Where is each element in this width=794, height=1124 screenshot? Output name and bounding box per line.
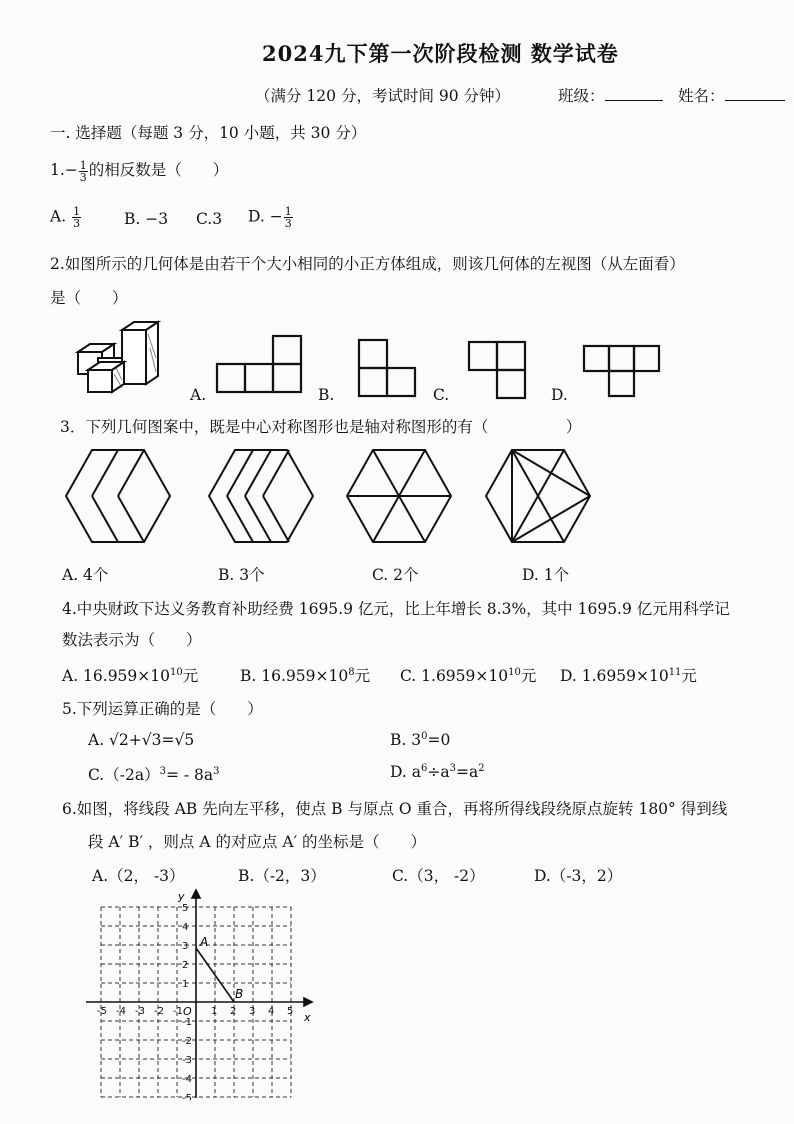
x-axis-arrow-icon bbox=[304, 998, 312, 1006]
q1-option-a[interactable]: A. $\frac{1}{3}$ bbox=[50, 205, 81, 230]
question-5: 5.下列运算正确的是（ ） bbox=[62, 700, 263, 718]
name-field[interactable] bbox=[678, 84, 785, 106]
question-6-line1: 6.如图，将线段 AB 先向左平移，使点 B 与原点 O 重合，再将所得线段绕原点旋转 180° 得到线 bbox=[62, 800, 728, 818]
x-tick-label: -3 bbox=[135, 1006, 145, 1017]
q6-option-d[interactable]: D.（-3，2） bbox=[534, 867, 623, 885]
q6-option-a[interactable]: A.（2， -3） bbox=[92, 867, 185, 885]
q3-pattern-a[interactable] bbox=[62, 446, 174, 546]
name-blank[interactable] bbox=[725, 100, 785, 101]
q4-option-b[interactable]: B. $16.959\times 10^8$元 bbox=[240, 666, 371, 685]
y-tick-label: 1 bbox=[182, 979, 189, 990]
section-heading: 一. 选择题（每题 3 分，10 小题，共 30 分） bbox=[50, 124, 367, 142]
q5-option-d[interactable]: D. $a^6\div a^3=a^2$ bbox=[390, 763, 485, 782]
x-tick-label: 5 bbox=[287, 1006, 294, 1017]
name-label: 姓名： bbox=[678, 87, 725, 105]
q5-option-c[interactable]: $C.(-2a)^3= - 8a^3$ bbox=[88, 765, 220, 784]
q2-solid-figure bbox=[70, 318, 170, 398]
q5-option-b[interactable]: B. $3^0=0$ bbox=[390, 731, 451, 750]
q3-pattern-b[interactable] bbox=[205, 446, 317, 546]
x-tick-label: 2 bbox=[230, 1006, 237, 1017]
question-4-line1: 4.中央财政下达义务教育补助经费 1695.9 亿元，比上年增长 8.3%，其中 1695.9 亿元用科学记 bbox=[62, 600, 730, 618]
q1-option-c[interactable]: C.3 bbox=[196, 210, 223, 228]
q4-option-d[interactable]: D. $1.6959\times 10^{11}$元 bbox=[560, 666, 697, 685]
x-tick-label: -4 bbox=[116, 1006, 126, 1017]
y-tick-label: -4 bbox=[182, 1074, 192, 1085]
question-4-line2: 数法表示为（ ） bbox=[62, 631, 202, 649]
q1-fraction: $\frac{1}{3}$ bbox=[79, 158, 87, 184]
q3-option-a[interactable]: A. 4个 bbox=[62, 566, 109, 584]
y-tick-label: -5 bbox=[182, 1093, 192, 1100]
x-axis-label: x bbox=[304, 1011, 311, 1024]
question-2-line1: 2.如图所示的几何体是由若干个大小相同的小正方体组成，则该几何体的左视图（从左面看） bbox=[50, 255, 685, 273]
page-title: 2024九下第一次阶段检测 数学试卷 bbox=[262, 41, 619, 66]
q2-option-a-view[interactable] bbox=[215, 334, 305, 394]
origin-label: O bbox=[183, 1005, 192, 1018]
y-tick-label: -1 bbox=[182, 1017, 192, 1028]
coordinate-grid bbox=[82, 888, 318, 1100]
y-axis-arrow-icon bbox=[192, 890, 200, 898]
q4-option-a[interactable]: A. $16.959\times 10^{10}$元 bbox=[62, 666, 199, 685]
y-tick-label: 3 bbox=[182, 941, 189, 952]
q2-option-d-label[interactable]: D. bbox=[551, 386, 568, 404]
exam-info: （满分 120 分，考试时间 90 分钟） bbox=[255, 87, 511, 105]
class-blank[interactable] bbox=[605, 100, 663, 101]
y-tick-label: -2 bbox=[182, 1036, 192, 1047]
x-tick-label: -5 bbox=[97, 1006, 107, 1017]
y-tick-label: 5 bbox=[182, 903, 189, 914]
question-6-line2: 段 A′ B′ ，则点 A 的对应点 A′ 的坐标是（ ） bbox=[88, 833, 427, 851]
q1-option-b[interactable]: B. −3 bbox=[124, 210, 169, 228]
q3-option-c[interactable]: C. 2个 bbox=[372, 566, 419, 584]
q5-option-a[interactable]: A. √2+√3=√5 bbox=[88, 731, 195, 749]
q3-option-b[interactable]: B. 3个 bbox=[218, 566, 265, 584]
point-a-label: A bbox=[200, 935, 209, 949]
class-label: 班级： bbox=[558, 87, 605, 105]
q2-option-a-label[interactable]: A. bbox=[190, 386, 207, 404]
q2-option-c-view[interactable] bbox=[467, 340, 527, 400]
question-3: 3．下列几何图案中，既是中心对称图形也是轴对称图形的有（ ） bbox=[60, 418, 582, 436]
q3-option-d[interactable]: D. 1个 bbox=[522, 566, 570, 584]
q2-option-b-view[interactable] bbox=[355, 338, 421, 398]
q3-pattern-d[interactable] bbox=[482, 446, 594, 546]
q1-sign: − bbox=[64, 161, 78, 179]
q2-option-c-label[interactable]: C. bbox=[433, 386, 450, 404]
class-field[interactable] bbox=[558, 84, 663, 106]
q6-option-b[interactable]: B.（-2，3） bbox=[238, 867, 326, 885]
y-axis-label: y bbox=[178, 890, 185, 903]
x-tick-label: -1 bbox=[173, 1006, 183, 1017]
q2-option-d-view[interactable] bbox=[582, 344, 662, 404]
x-tick-label: 4 bbox=[268, 1006, 275, 1017]
x-tick-label: -2 bbox=[154, 1006, 164, 1017]
point-b-label: B bbox=[235, 987, 244, 1001]
q1-text: 的相反数是（ ） bbox=[88, 161, 229, 179]
q1-number: 1. bbox=[50, 161, 65, 179]
q1-option-d[interactable]: D. − $\frac{1}{3}$ bbox=[248, 205, 292, 230]
q6-option-c[interactable]: C.（3， -2） bbox=[392, 867, 485, 885]
y-tick-label: 2 bbox=[182, 960, 189, 971]
x-tick-label: 3 bbox=[249, 1006, 256, 1017]
y-tick-label: -3 bbox=[182, 1055, 192, 1066]
q3-pattern-c[interactable] bbox=[343, 446, 455, 546]
question-2-line2: 是（ ） bbox=[50, 289, 128, 307]
q4-option-c[interactable]: C. $1.6959\times 10^{10}$元 bbox=[400, 666, 537, 685]
y-tick-label: 4 bbox=[182, 922, 189, 933]
q2-option-b-label[interactable]: B. bbox=[318, 386, 335, 404]
x-tick-label: 1 bbox=[211, 1006, 218, 1017]
question-1 bbox=[50, 158, 228, 183]
